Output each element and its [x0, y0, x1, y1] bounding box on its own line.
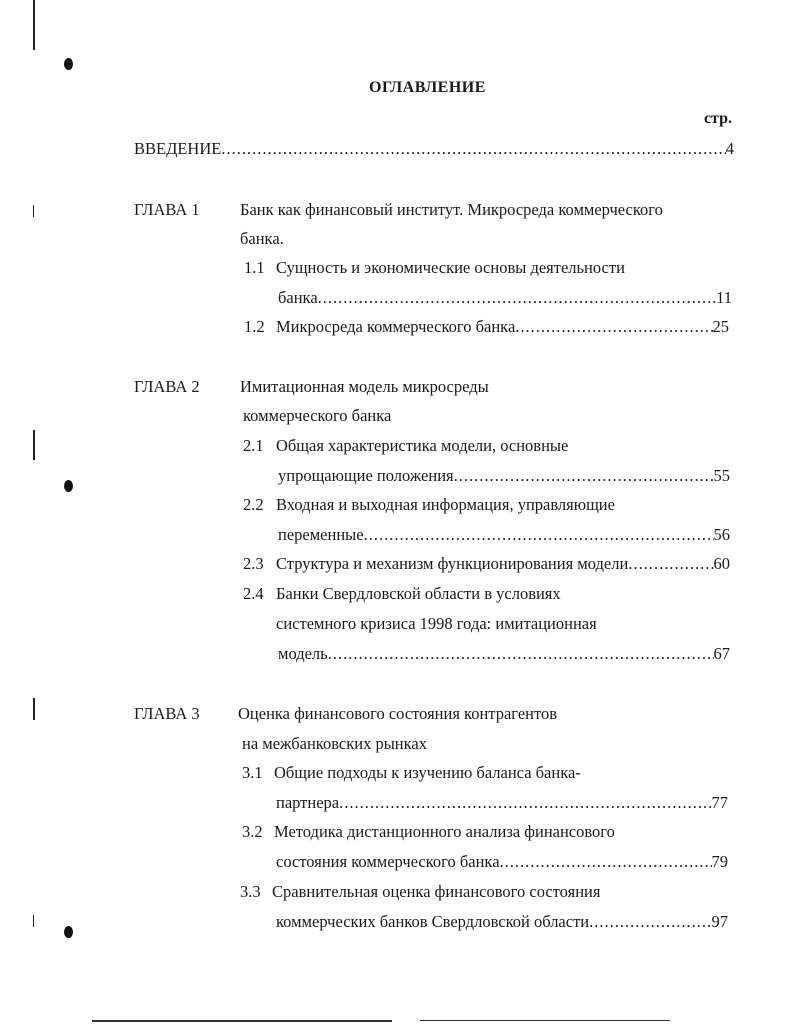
section-number: 2.2: [243, 495, 264, 514]
dot-leader: [318, 288, 716, 308]
punch-hole-mark: [64, 926, 73, 938]
dot-leader: [500, 852, 712, 872]
toc-page-number: 97: [711, 912, 728, 931]
section-title: модель: [278, 644, 328, 663]
toc-entry-2-4: [278, 644, 730, 664]
section-title: переменные: [278, 525, 364, 544]
dot-leader: [589, 912, 711, 932]
bottom-scan-rule: [420, 1020, 670, 1021]
toc-page-number: 77: [711, 793, 728, 812]
dot-leader: [328, 644, 714, 664]
toc-entry-1-2: [276, 317, 729, 337]
toc-entry-3-2: [276, 852, 728, 872]
section-title: Общие подходы к изучению баланса банка-: [274, 763, 581, 782]
punch-hole-mark: [64, 480, 73, 492]
chapter-title: на межбанковских рынках: [242, 734, 427, 753]
dot-leader: [515, 317, 712, 337]
toc-page-number: 60: [713, 554, 730, 573]
scan-edge-line: [33, 430, 35, 460]
toc-page-number: 11: [716, 288, 732, 307]
section-title: Общая характеристика модели, основные: [276, 436, 569, 455]
section-number: 2.1: [243, 436, 264, 455]
toc-page-number: 67: [713, 644, 730, 663]
section-number: 3.3: [240, 882, 261, 901]
section-number: 1.2: [244, 317, 265, 336]
toc-entry-introduction: [134, 139, 734, 159]
chapter-title: Оценка финансового состояния контрагентов: [238, 704, 558, 723]
section-title: Сравнительная оценка финансового состояния: [272, 882, 601, 901]
section-number: 1.1: [244, 258, 265, 277]
toc-page-number: 55: [713, 466, 730, 485]
section-title: системного кризиса 1998 года: имитационная: [276, 614, 597, 633]
punch-hole-mark: [64, 58, 73, 70]
dot-leader: [221, 139, 725, 159]
section-title: партнера: [276, 793, 340, 812]
toc-page-number: 79: [711, 852, 728, 871]
section-title: Сущность и экономические основы деятельности: [276, 258, 625, 277]
section-title: Структура и механизм функционирования модели: [276, 554, 629, 573]
scan-edge-line: [33, 698, 35, 720]
toc-entry-2-2: [278, 525, 730, 545]
section-title: Методика дистанционного анализа финансового: [274, 822, 615, 841]
section-title: Входная и выходная информация, управляющие: [276, 495, 615, 514]
chapter-title: Имитационная модель микросреды: [240, 377, 489, 396]
toc-entry-2-3: [276, 554, 730, 574]
dot-leader: [339, 793, 711, 813]
section-number: 2.3: [243, 554, 264, 573]
toc-entry-3-3: [276, 912, 728, 932]
chapter-title: Банк как финансовый институт. Микросреда коммерческого: [240, 200, 663, 219]
dot-leader: [454, 466, 714, 486]
section-title: коммерческих банков Свердловской области: [276, 912, 590, 931]
section-number: 3.1: [242, 763, 263, 782]
page-column-header: стр.: [703, 110, 732, 127]
chapter-title: банка.: [240, 229, 284, 248]
chapter-label: ГЛАВА 1: [134, 200, 200, 219]
section-number: 2.4: [243, 584, 264, 603]
toc-page-number: 4: [725, 139, 734, 158]
scan-edge-line: [33, 205, 34, 217]
toc-entry-3-1: [276, 793, 728, 813]
section-title: Банки Свердловской области в условиях: [276, 584, 561, 603]
chapter-label: ГЛАВА 3: [134, 704, 200, 723]
section-title: состояния коммерческого банка: [276, 852, 500, 871]
section-title: упрощающие положения: [278, 466, 454, 485]
scan-edge-line: [33, 0, 35, 50]
toc-entry-2-1: [278, 466, 730, 486]
section-title: банка: [278, 288, 318, 307]
toc-entry-label: ВВЕДЕНИЕ: [134, 139, 222, 158]
section-number: 3.2: [242, 822, 263, 841]
dot-leader: [628, 554, 713, 574]
chapter-title: коммерческого банка: [243, 406, 392, 425]
chapter-label: ГЛАВА 2: [134, 377, 200, 396]
toc-entry-1-1: [278, 288, 732, 308]
toc-page-number: 56: [713, 525, 730, 544]
dot-leader: [364, 525, 714, 545]
page-title: ОГЛАВЛЕНИЕ: [369, 79, 486, 96]
toc-page-number: 25: [712, 317, 729, 336]
section-title: Микросреда коммерческого банка: [276, 317, 516, 336]
bottom-scan-rule: [92, 1020, 392, 1022]
scan-edge-line: [33, 915, 34, 927]
